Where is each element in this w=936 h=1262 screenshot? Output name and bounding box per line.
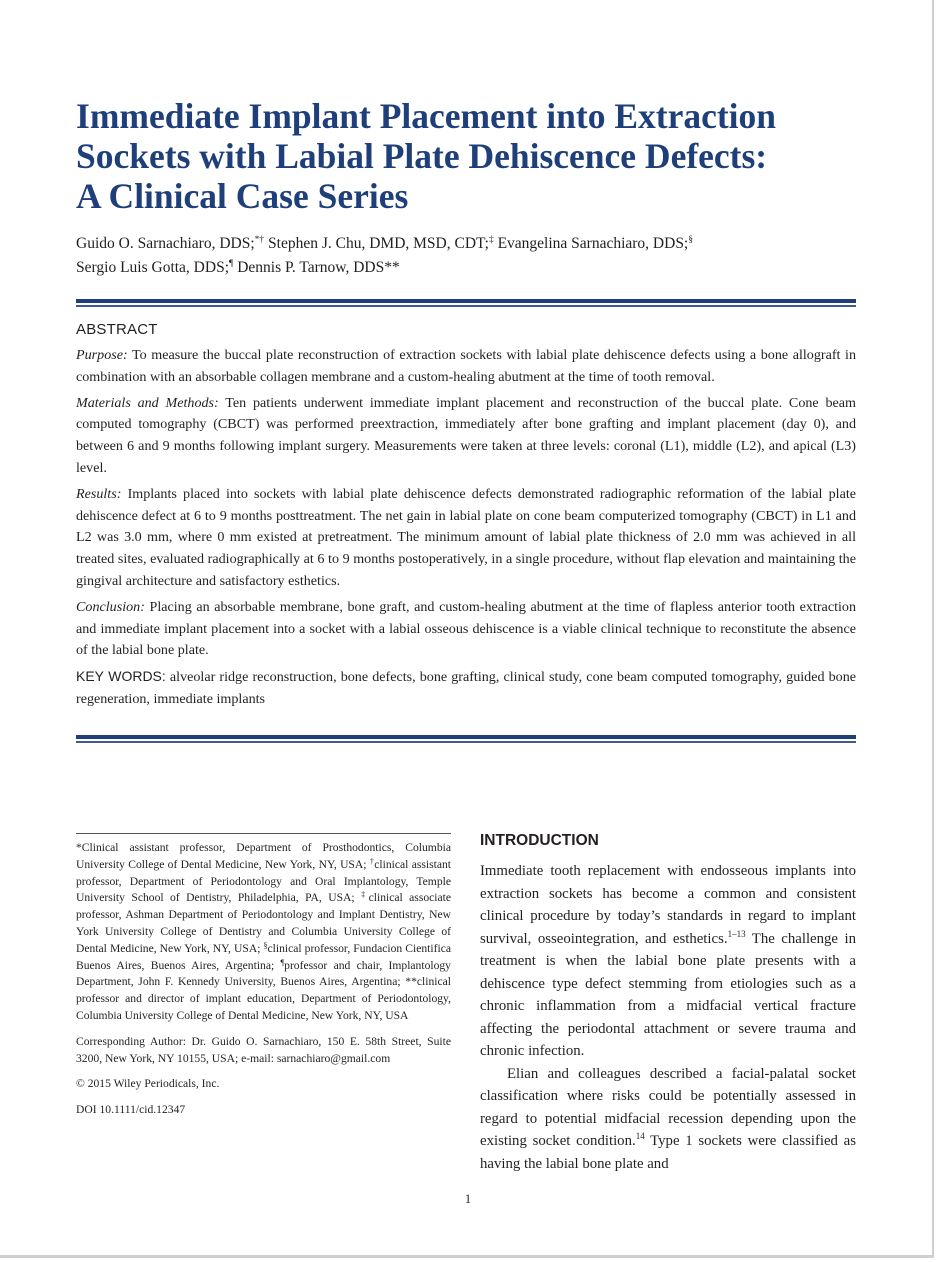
author-2-mark: ‡ (488, 235, 494, 245)
bottom-divider (76, 735, 856, 743)
author-2: Stephen J. Chu, DMD, MSD, CDT; (268, 235, 489, 252)
title-line-3: A Clinical Case Series (76, 176, 409, 216)
author-1-mark: *† (254, 235, 265, 245)
purpose-label: Purpose: (76, 347, 128, 363)
abstract-heading: ABSTRACT (76, 321, 158, 338)
author-3: Evangelina Sarnachiaro, DDS; (497, 235, 689, 252)
citation-1-13: 1–13 (727, 928, 746, 939)
article-title (76, 96, 876, 216)
copyright: © 2015 Wiley Periodicals, Inc. (76, 1077, 220, 1091)
intro-paragraph-1: Immediate tooth replacement with endosseous implants into extraction sockets has become a common and consistent clinical procedure by today’s standards in regard to implant survival, osseointegration, and esthetics.$^{1-13}$ The challenge in treatment is when the labial bone plate presents with a dehiscence type defect stemming from etiologies such as a chronic inflammation from a midfacial vertical fracture affecting the periodontal attachment or severe trauma and chronic infection. (480, 863, 856, 1059)
citation-14: 14 (635, 1131, 645, 1141)
author-4-mark: ¶ (229, 259, 234, 269)
abstract-keywords: KEY WORDS: alveolar ridge reconstruction, bone defects, bone grafting, clinical study, cone beam computed tomography, guided bone regeneration, immediate implants (76, 668, 856, 707)
abstract-methods: Materials and Methods: Ten patients underwent immediate implant placement and reconstruction of the buccal plate. Cone beam computed tomography (CBCT) was performed preextraction, immediately after bone grafting and implant placement (day 0), and between 6 and 9 months following implant surgery. Measurements were taken at three levels: coronal (L1), middle (L2), and apical (L3) level. (76, 394, 856, 476)
intro-paragraph-2: Elian and colleagues described a facial-palatal socket classification where risks could be potentially assessed in regard to potential midfacial recession depending upon the existing socket condition.$^{14}$ Type 1 sockets were classified as having the labial bone plate and (480, 1065, 856, 1172)
title-line-2: Sockets with Labial Plate Dehiscence Defects: (76, 136, 768, 176)
corresponding-author: Corresponding Author: Dr. Guido O. Sarnachiaro, 150 E. 58th Street, Suite 3200, New York, NY 10155, USA; e-mail: sarnachiaro@gmail.com (76, 1034, 451, 1065)
abstract-results: Results: Implants placed into sockets with labial plate dehiscence defects demonstrated radiographic reformation of the labial plate dehiscence defect at 6 to 9 months posttreatment. The net gain in labial plate on cone beam computerized tomography (CBCT) in L1 and L2 was 3.0 mm, where 0 mm existed at pretreatment. The minimum amount of labial plate thickness of 2.0 mm was achieved in all treated sites, evaluated radiographically at 6 to 9 months postoperatively, in a single procedure, without flap elevation and maintaining the gingival architecture and satisfactory esthetics. (76, 485, 856, 589)
doi: DOI 10.1111/cid.12347 (76, 1103, 186, 1117)
title-line-1: Immediate Implant Placement into Extraction (76, 96, 777, 136)
affiliations: *Clinical assistant professor, Department of Prosthodontics, Columbia University College of Dental Medicine, New York, NY, USA; †clinical assistant professor, Department of Periodontology and Oral Implantology, Temple University School of Dentistry, Philadelphia, PA, USA; ‡clinical associate professor, Ashman Department of Periodontology and Implant Dentistry, New York University College of Dentistry and Columbia University College of Dental Medicine, New York, NY, USA; §clinical professor, Fundacion Cientifica Buenos Aires, Buenos Aires, Argentina; ¶professor and chair, Implantology Department, John F. Kennedy University, Buenos Aires, Argentina; **clinical professor and director of implant education, Department of Periodontology, Columbia University College of Dental Medicine, New York, NY, USA (76, 841, 452, 1022)
top-divider (76, 299, 856, 307)
keywords-label: KEY WORDS: (76, 668, 166, 685)
author-5: Dennis P. Tarnow, DDS** (237, 259, 400, 276)
introduction-heading: INTRODUCTION (480, 832, 599, 849)
abstract-body (76, 345, 856, 715)
author-4: Sergio Luis Gotta, DDS; (76, 259, 229, 276)
results-label: Results: (76, 485, 122, 502)
author-list (76, 232, 866, 280)
author-1: Guido O. Sarnachiaro, DDS; (76, 235, 255, 252)
page-number: 1 (464, 1192, 472, 1206)
introduction-body (480, 860, 856, 1175)
abstract-purpose: Purpose: To measure the buccal plate reconstruction of extraction sockets with labial plate dehiscence defects using a bone allograft in combination with an absorbable collagen membrane and a custom-healing abutment at the time of tooth removal. (76, 347, 856, 385)
abstract-conclusion: Conclusion: Placing an absorbable membrane, bone graft, and custom-healing abutment at the time of flapless anterior tooth extraction and immediate implant placement into a socket with a labial osseous dehiscence is a viable clinical technique to reconstitute the absence of the labial bone plate. (76, 598, 856, 659)
author-3-mark: § (688, 235, 693, 245)
conclusion-label: Conclusion: (76, 598, 145, 615)
affiliation-footnotes (76, 833, 451, 1128)
methods-label: Materials and Methods: (76, 394, 219, 411)
